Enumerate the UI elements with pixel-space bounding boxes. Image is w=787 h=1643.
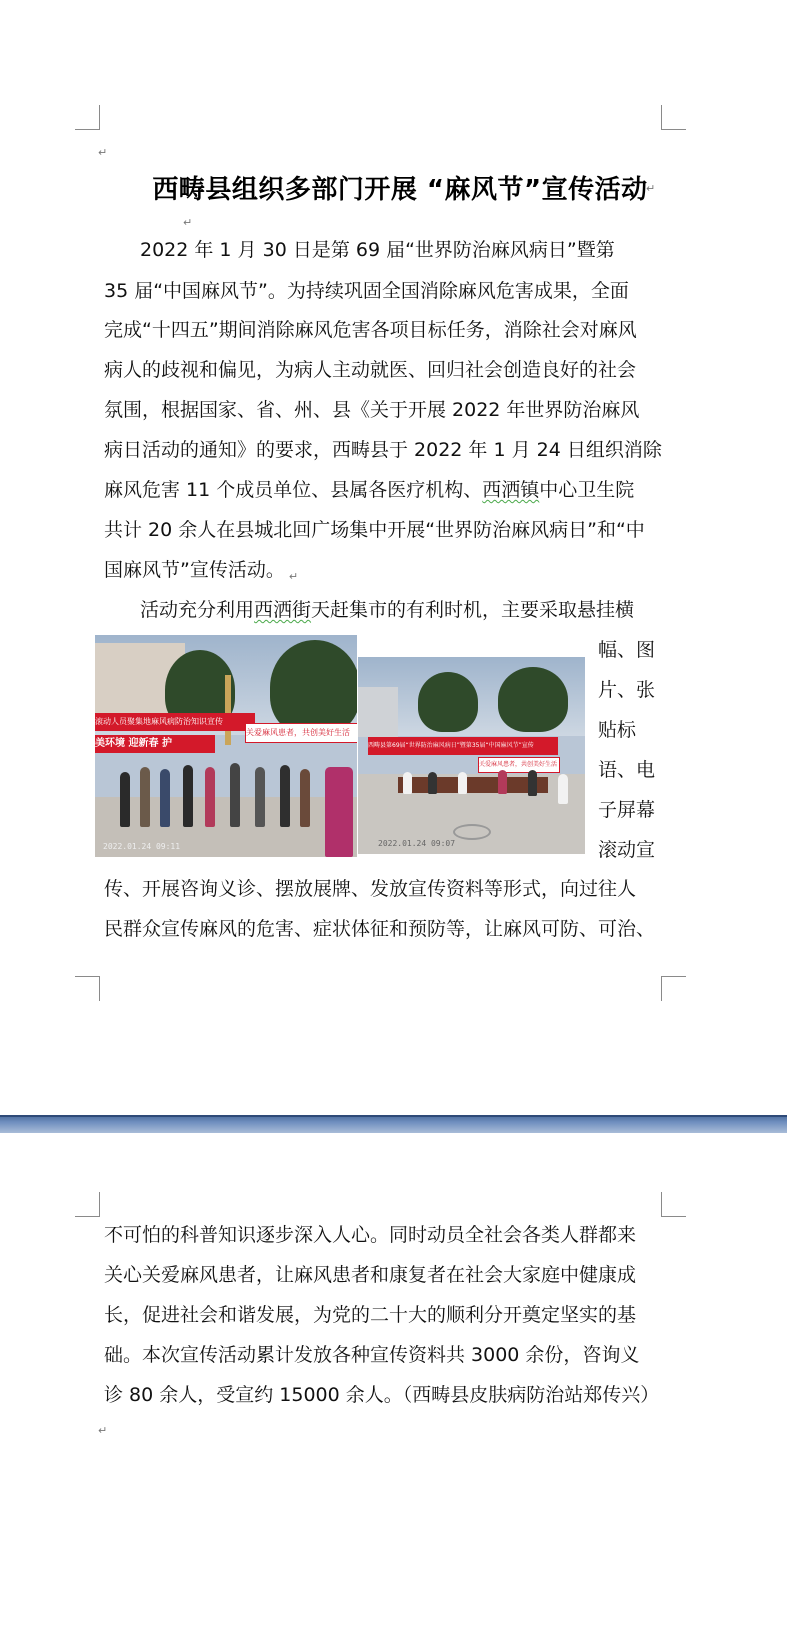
photo-tree [270,640,357,735]
photo-person [458,772,467,794]
wrapped-text-line: 贴标 [598,719,637,741]
wrapped-text-line: 语、电 [598,759,656,781]
text-segment: 天赶集市的有利时机，主要采取悬挂横 [311,599,635,621]
text-segment: 国麻风节”宣传活动。 [104,559,285,581]
text-segment: 活动充分利用 [140,599,255,621]
text-line: 民群众宣传麻风的危害、症状体征和预防等，让麻风可防、可治、 [104,918,656,940]
text-segment: 中心卫生院 [539,479,635,501]
photo-person [498,770,507,794]
photo-tree [498,667,568,732]
margin-corner-top-right [661,105,686,130]
wrapped-text-line: 滚动宣 [598,839,656,861]
photo-table [398,777,548,793]
text-line: 35 届“中国麻风节”。为持续巩固全国消除麻风危害成果，全面 [104,280,629,302]
document-page-2 [0,1133,787,1643]
text-line: 2022 年 1 月 30 日是第 69 届“世界防治麻风病日”暨第 [140,239,615,261]
photo-building [358,687,398,737]
photo-banner: 西畴县第69届“世界防治麻风病日”暨第35届“中国麻风节”宣传 [368,737,558,755]
text-line [104,558,299,583]
text-line: 不可怕的科普知识逐步深入人心。同时动员全社会各类人群都来 [104,1224,637,1246]
photo-person [403,772,412,794]
photo-person [255,767,265,827]
event-photo-1[interactable] [95,635,357,857]
margin-corner-top-right [661,1192,686,1217]
photo-person [528,770,537,796]
text-line: 诊 80 余人，受宣约 15000 余人。（西畴县皮肤病防治站郑传兴） [104,1384,660,1406]
text-line: 长，促进社会和谐发展，为党的二十大的顺利分开奠定坚实的基 [104,1304,637,1326]
photo-person [120,772,130,827]
photo-person [558,774,568,804]
photo-person [160,769,170,827]
document-title[interactable]: 西畴县组织多部门开展 “麻风节”宣传活动 [152,175,648,205]
photo-timestamp: 2022.01.24 09:11 [103,842,181,851]
photo-person [205,767,215,827]
spellcheck-underlined-term: 西洒镇 [482,479,540,501]
text-line: 关心关爱麻风患者，让麻风患者和康复者在社会大家庭中健康成 [104,1264,637,1286]
photo-person [280,765,290,827]
photo-lamp-post [225,675,231,745]
text-line: 共计 20 余人在县城北回广场集中开展“世界防治麻风病日”和“中 [104,519,645,541]
photo-manhole [453,824,491,840]
wrapped-text-line: 幅、图 [598,639,656,661]
text-line: 础。本次宣传活动累计发放各种宣传资料共 3000 余份，咨询义 [104,1344,640,1366]
paragraph-mark: ↵ [98,146,108,159]
paragraph-mark: ↵ [183,216,193,229]
text-line-with-wavy [140,598,634,622]
photo-tree [418,672,478,732]
wrapped-text-line: 子屏幕 [598,799,656,821]
text-line: 病日活动的通知》的要求，西畴县于 2022 年 1 月 24 日组织消除 [104,439,662,461]
photo-banner: 美环境 迎新春 护 [95,735,215,753]
event-photo-2[interactable] [358,657,585,854]
margin-corner-bottom-left [75,976,100,1001]
margin-corner-top-left [75,1192,100,1217]
paragraph-mark: ↵ [288,570,299,583]
spellcheck-underlined-term: 西洒街 [254,599,312,621]
photo-banner: 关爱麻风患者，共创美好生活 [478,757,560,773]
photo-banner: 关爱麻风患者，共创美好生活 [245,723,357,743]
text-line: 完成“十四五”期间消除麻风危害各项目标任务，消除社会对麻风 [104,319,637,341]
photo-person [183,765,193,827]
photo-banner: 滚动人员聚集地麻风病防治知识宣传 [95,713,255,731]
text-line: 氛围，根据国家、省、州、县《关于开展 2022 年世界防治麻风 [104,399,640,421]
text-line-with-wavy [104,478,634,502]
text-line: 病人的歧视和偏见，为病人主动就医、回归社会创造良好的社会 [104,359,637,381]
margin-corner-bottom-right [661,976,686,1001]
margin-corner-top-left [75,105,100,130]
photo-person [428,772,437,794]
wrapped-text-line: 片、张 [598,679,656,701]
photo-person [325,767,353,857]
paragraph-mark: ↵ [98,1424,108,1437]
paragraph-mark: ↵ [646,182,656,195]
text-line: 传、开展咨询义诊、摆放展牌、发放宣传资料等形式，向过往人 [104,878,637,900]
photo-person [300,769,310,827]
photo-person [230,763,240,827]
photo-timestamp: 2022.01.24 09:07 [378,839,456,848]
page-break-separator [0,1115,787,1133]
photo-person [140,767,150,827]
text-segment: 麻风危害 11 个成员单位、县属各医疗机构、 [104,479,483,501]
